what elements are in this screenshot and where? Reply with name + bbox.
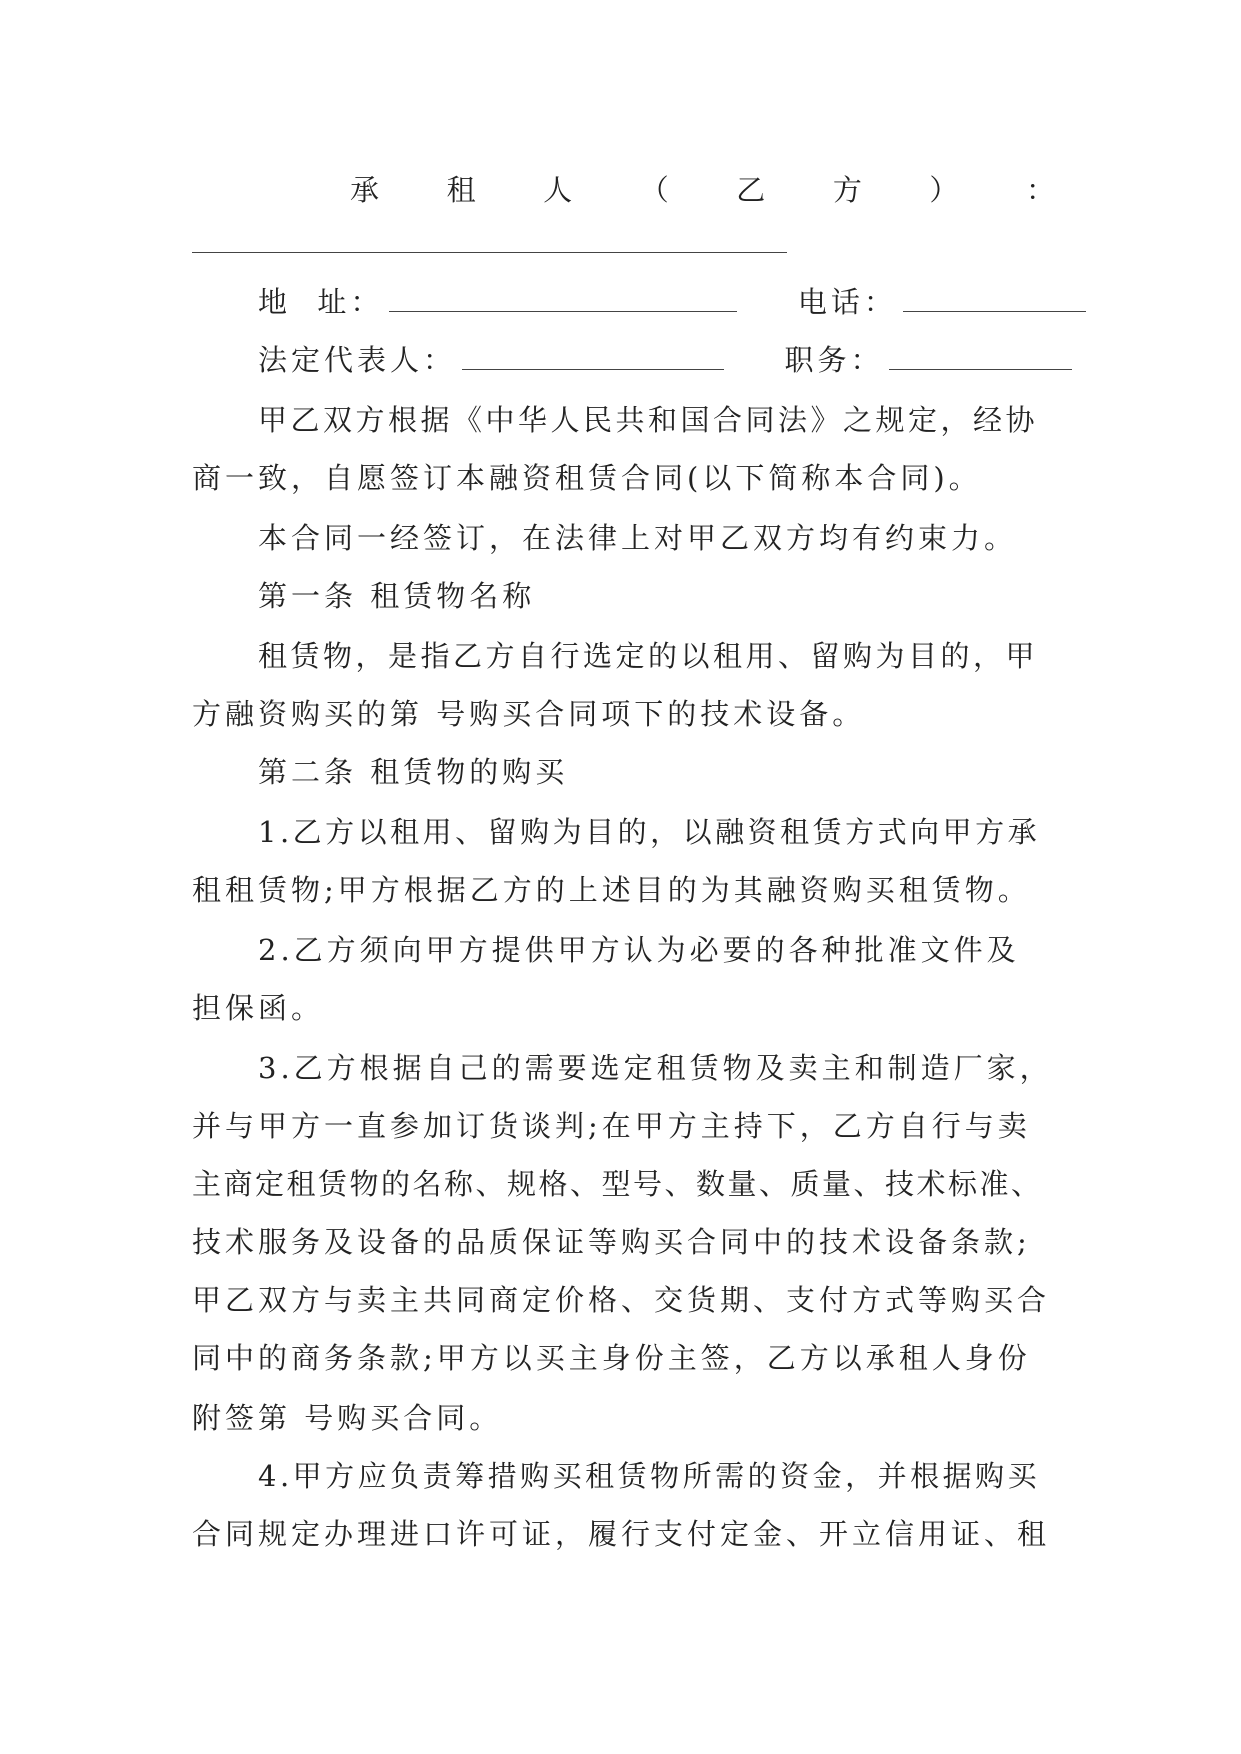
paragraph-line: 主商定租赁物的名称、规格、型号、数量、质量、技术标准、 [192, 1167, 1043, 1201]
lessee-char: ） [929, 172, 959, 207]
lessee-char: 人 [543, 172, 573, 207]
paragraph-line: 租赁物，是指乙方自行选定的以租用、留购为目的，甲 [258, 639, 1039, 673]
address-blank [389, 285, 737, 312]
paragraph-line: 本合同一经签订，在法律上对甲乙双方均有约束力。 [258, 521, 1018, 555]
lessee-header [350, 168, 1055, 208]
paragraph-line: 甲乙双方根据《中华人民共和国合同法》之规定，经协 [258, 403, 1039, 437]
paragraph-line: 商一致，自愿签订本融资租赁合同(以下简称本合同)。 [192, 461, 982, 495]
paragraph-line: 担保函。 [192, 991, 325, 1025]
lessee-char: ： [1025, 172, 1055, 207]
paragraph-line: 3.乙方根据自己的需要选定租赁物及卖主和制造厂家， [258, 1051, 1053, 1085]
phone-blank [903, 285, 1086, 312]
paragraph-line: 1.乙方以租用、留购为目的，以融资租赁方式向甲方承 [258, 815, 1041, 849]
lessee-name-blank [192, 252, 787, 253]
lessee-char: 租 [446, 172, 476, 207]
paragraph-line: 附签第 号购买合同。 [192, 1401, 503, 1435]
legal-rep-blank [462, 343, 724, 370]
paragraph-line: 同中的商务条款;甲方以买主身份主签，乙方以承租人身份 [192, 1341, 1031, 1375]
legal-rep-row [258, 340, 1118, 380]
paragraph-line: 合同规定办理进口许可证，履行支付定金、开立信用证、租 [192, 1517, 1051, 1551]
lessee-char: 乙 [736, 172, 766, 207]
article-heading: 第二条 租赁物的购买 [258, 755, 569, 789]
phone-label: 电话： [797, 285, 897, 319]
legal-rep-label: 法定代表人： [258, 343, 457, 377]
paragraph-line: 4.甲方应负责筹措购买租赁物所需的资金，并根据购买 [258, 1459, 1041, 1493]
lessee-char: 承 [350, 172, 380, 207]
article-heading: 第一条 租赁物名称 [258, 579, 536, 613]
paragraph-line: 甲乙双方与卖主共同商定价格、交货期、支付方式等购买合 [192, 1283, 1051, 1317]
address-row [258, 282, 1118, 322]
paragraph-line: 租租赁物;甲方根据乙方的上述目的为其融资购买租赁物。 [192, 873, 1031, 907]
paragraph-line: 方融资购买的第 号购买合同项下的技术设备。 [192, 697, 866, 731]
paragraph-line: 2.乙方须向甲方提供甲方认为必要的各种批准文件及 [258, 933, 1020, 967]
paragraph-line: 技术服务及设备的品质保证等购买合同中的技术设备条款; [192, 1225, 1031, 1259]
paragraph-line: 并与甲方一直参加订货谈判;在甲方主持下，乙方自行与卖 [192, 1109, 1031, 1143]
position-blank [889, 343, 1072, 370]
lessee-char: （ [639, 172, 669, 207]
lessee-char: 方 [832, 172, 862, 207]
position-label: 职务： [784, 343, 884, 377]
address-label: 地 址： [258, 285, 384, 319]
